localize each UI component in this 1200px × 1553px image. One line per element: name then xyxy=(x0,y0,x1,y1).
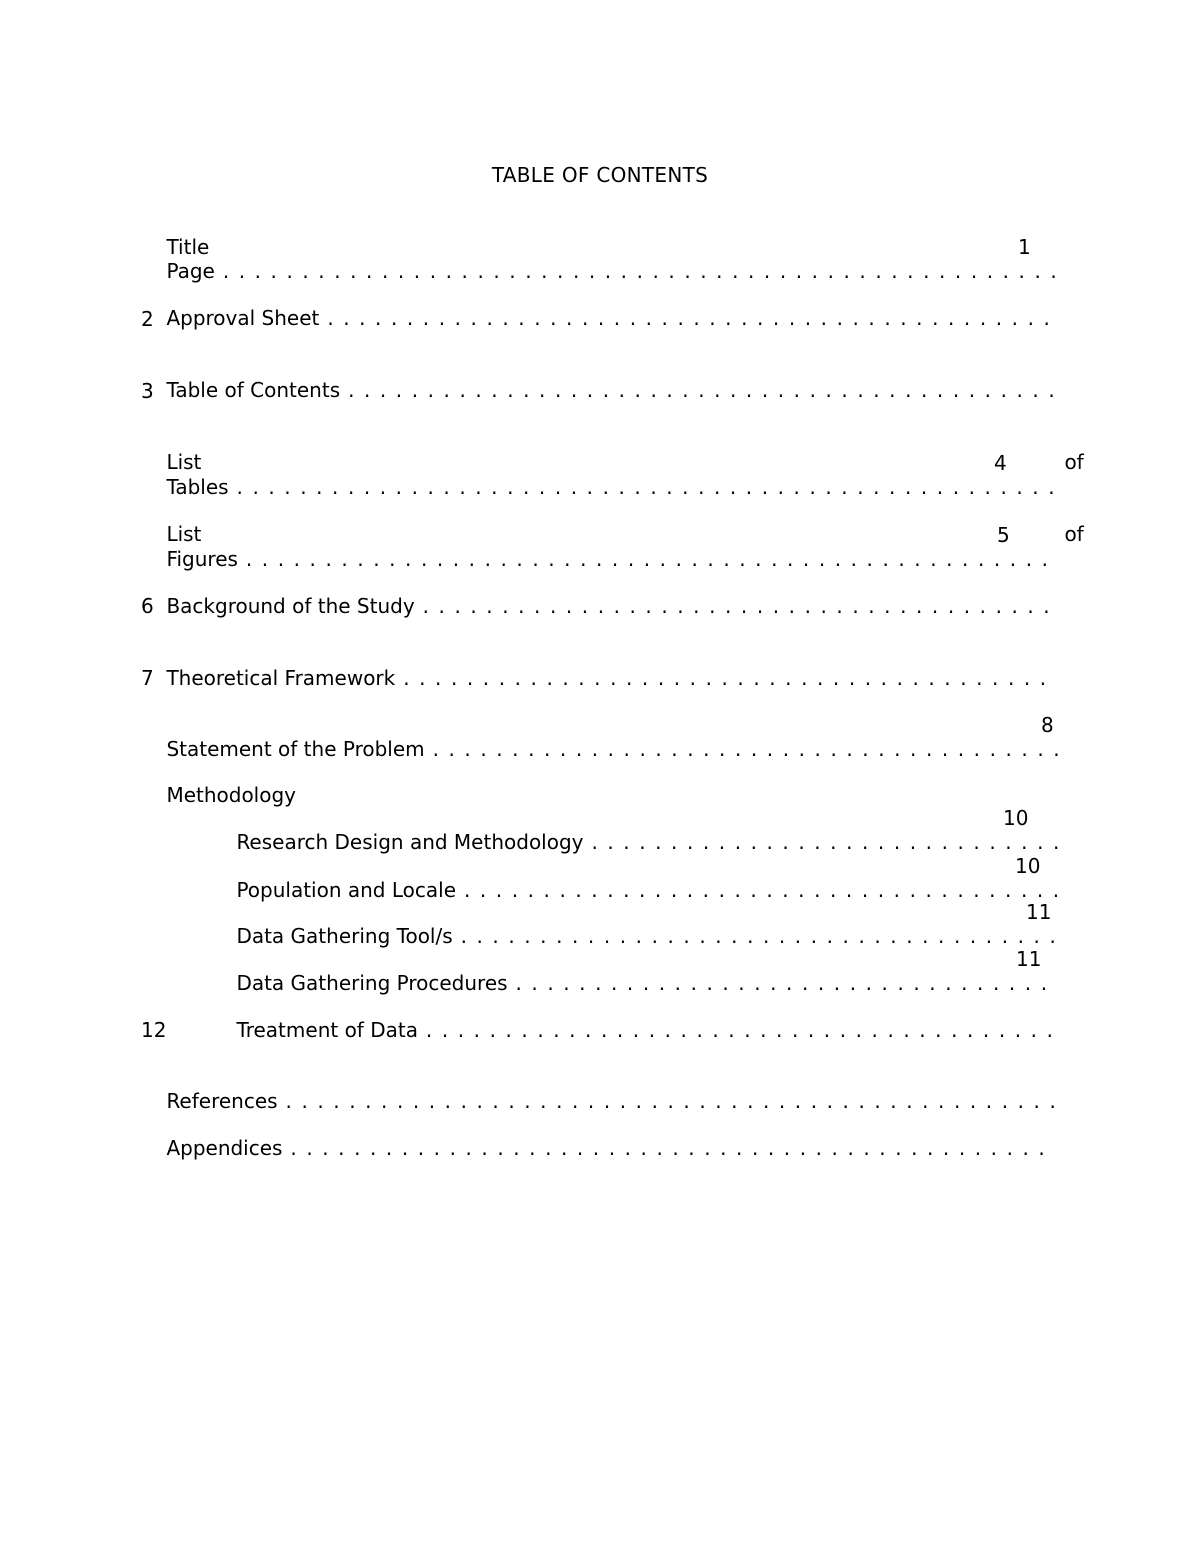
leader-dots: . . . . . . . . . . . . . . . . . . . . . . . . . . . . . . . . . . . . . . . . . . . . . . . . . . . . . xyxy=(214,259,1059,283)
leader-dots: . . . . . . . . . . . . . . . . . . . . . . . . . . . . . . . . . . . . . . . . . . . . . . . . . . . xyxy=(237,547,1050,571)
toc-label: Treatment of Data xyxy=(236,1018,418,1042)
toc-page-number: 11 xyxy=(1026,900,1052,924)
toc-page-number: 11 xyxy=(1016,947,1042,971)
leader-dots: . . . . . . . . . . . . . . . . . . . . . . . . . . . . . . . . . . . . . . xyxy=(456,878,1061,902)
toc-label: of xyxy=(1064,450,1084,474)
leader-dots: . . . . . . . . . . . . . . . . . . . . . . . . . . . . . . . . . . . . . . . . xyxy=(414,594,1052,618)
leader-dots: . . . . . . . . . . . . . . . . . . . . . . . . . . . . . . . . . . . . . . . . . . . . . . . . . xyxy=(277,1089,1058,1113)
toc-entry-background xyxy=(141,570,1051,642)
leader-dots: . . . . . . . . . . . . . . . . . . . . . . . . . . . . . . . . . . . . . . . . . xyxy=(395,666,1048,690)
leader-dots: . . . . . . . . . . . . . . . . . . . . . . . . . . . . . . . . . . xyxy=(507,971,1049,995)
leader-dots: . . . . . . . . . . . . . . . . . . . . . . . . . . . . . . . . . . . . . . . . xyxy=(417,1018,1055,1042)
toc-label: List xyxy=(166,450,202,474)
toc-page-number: 8 xyxy=(1041,713,1054,737)
toc-label: Tables xyxy=(166,475,229,499)
toc-label: Research Design and Methodology xyxy=(236,830,584,854)
toc-page-number: 10 xyxy=(1003,806,1029,830)
leader-dots: . . . . . . . . . . . . . . . . . . . . . . . . . . . . . . xyxy=(583,830,1061,854)
toc-page-number: 2 xyxy=(141,307,154,331)
toc-page-number: 3 xyxy=(141,379,154,403)
toc-label: Data Gathering Tool/s xyxy=(236,924,453,948)
toc-page-number: 10 xyxy=(1015,854,1041,878)
toc-label: List xyxy=(166,522,202,546)
toc-label: Title xyxy=(166,235,210,259)
toc-entry-table-of-contents xyxy=(141,354,1056,426)
toc-label: Figures xyxy=(166,547,238,571)
leader-dots: . . . . . . . . . . . . . . . . . . . . . . . . . . . . . . . . . . . . . . xyxy=(452,924,1058,948)
leader-dots: . . . . . . . . . . . . . . . . . . . . . . . . . . . . . . . . . . . . . . . . . . . . . . . . . . . . xyxy=(228,475,1057,499)
toc-entry-approval-sheet xyxy=(141,282,1051,354)
toc-page-number: 5 xyxy=(997,523,1010,547)
toc-heading: TABLE OF CONTENTS xyxy=(491,163,709,187)
toc-label: Appendices xyxy=(166,1136,283,1160)
toc-label: Table of Contents xyxy=(166,378,341,402)
toc-entry-appendices xyxy=(141,1112,1046,1184)
toc-label: Page xyxy=(166,259,215,283)
toc-label: Background of the Study xyxy=(166,594,415,618)
toc-entry-theoretical-framework xyxy=(141,642,1048,714)
toc-page-number: 6 xyxy=(141,594,154,618)
toc-entry-treatment-of-data xyxy=(211,994,1055,1066)
toc-label: Population and Locale xyxy=(236,878,456,902)
leader-dots: . . . . . . . . . . . . . . . . . . . . . . . . . . . . . . . . . . . . . . . . . . . . . . . . xyxy=(282,1136,1047,1160)
toc-page-number: 12 xyxy=(141,1018,167,1042)
leader-dots: . . . . . . . . . . . . . . . . . . . . . . . . . . . . . . . . . . . . . . . . xyxy=(424,737,1062,761)
toc-label: Statement of the Problem xyxy=(166,737,425,761)
toc-label: Theoretical Framework xyxy=(166,666,396,690)
leader-dots: . . . . . . . . . . . . . . . . . . . . . . . . . . . . . . . . . . . . . . . . . . . . . . xyxy=(319,306,1052,330)
toc-label: Methodology xyxy=(166,783,297,807)
leader-dots: . . . . . . . . . . . . . . . . . . . . . . . . . . . . . . . . . . . . . . . . . . . . . xyxy=(340,378,1057,402)
toc-page-number: 1 xyxy=(1018,235,1031,259)
toc-entry-list-of-tables-line2 xyxy=(141,451,1056,523)
toc-label: Approval Sheet xyxy=(166,306,320,330)
toc-label: References xyxy=(166,1089,278,1113)
toc-page-number: 4 xyxy=(994,451,1007,475)
toc-page-number: 7 xyxy=(141,666,154,690)
toc-label: of xyxy=(1064,522,1084,546)
toc-label: Data Gathering Procedures xyxy=(236,971,508,995)
